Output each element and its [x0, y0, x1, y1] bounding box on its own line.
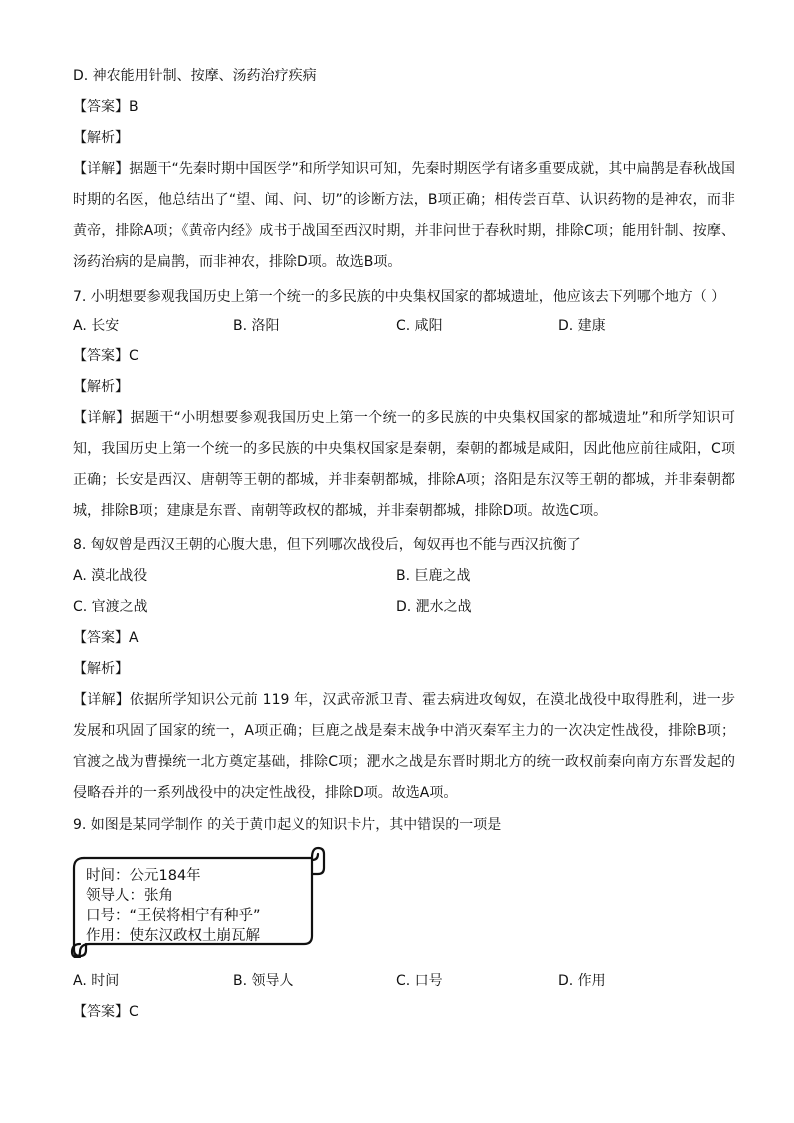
q7-detail: 【详解】据题干“小明想要参观我国历史上第一个统一的多民族的中央集权国家的都城遗址”和所学知识可知，我国历史上第一个统一的多民族的中央集权国家是秦朝，秦朝的都城是咸阳，因此他应前往咸阳，C项正确；长安是西汉、唐朝等王朝的都城，并非秦朝都城，排除A项；洛阳是东汉等王朝的都城，并非秦朝都城，排除B项；建康是东晋、南朝等政权的都城，并非秦朝都城，排除D项。故选C项。: [73, 410, 735, 519]
q7-option-a: A. 长安: [73, 318, 120, 334]
q6-answer: 【答案】B: [73, 99, 139, 115]
q8-option-b: B. 巨鹿之战: [396, 568, 471, 584]
q8-stem: 8. 匈奴曾是西汉王朝的心腹大患，但下列哪次战役后，匈奴再也不能与西汉抗衡了: [73, 537, 581, 553]
q6-analysis-label: 【解析】: [73, 130, 129, 146]
card-line-effect: 作用：使东汉政权土崩瓦解: [86, 928, 260, 944]
q8-option-a: A. 漠北战役: [73, 568, 148, 584]
q6-detail: 【详解】据题干“先秦时期中国医学”和所学知识可知，先秦时期医学有诸多重要成就，其中扁鹊是春秋战国时期的名医，他总结出了“望、闻、问、切”的诊断方法，B项正确；相传尝百草、认识药物的是神农，而非黄帝，排除A项；《黄帝内经》成书于战国至西汉时期，并非问世于春秋时期，排除C项；能用针制、按摩、汤药治病的是扁鹊，而非神农，排除D项。故选B项。: [73, 161, 735, 270]
q7-answer: 【答案】C: [73, 348, 139, 364]
q7-stem: 7. 小明想要参观我国历史上第一个统一的多民族的中央集权国家的都城遗址，他应该去下列哪个地方（ ）: [73, 289, 726, 305]
q9-answer: 【答案】C: [73, 1004, 139, 1020]
q9-option-a: A. 时间: [73, 973, 120, 989]
q6-option-d: D. 神农能用针制、按摩、汤药治疗疾病: [73, 68, 317, 84]
q7-analysis-label: 【解析】: [73, 379, 129, 395]
card-line-time: 时间：公元184年: [86, 868, 201, 884]
q7-option-b: B. 洛阳: [233, 318, 280, 334]
q8-detail: 【详解】依据所学知识公元前 119 年，汉武帝派卫青、霍去病进攻匈奴，在漠北战役中取得胜利，进一步发展和巩固了国家的统一，A项正确；巨鹿之战是秦末战争中消灭秦军主力的一次决定性战役，排除B项；官渡之战为曹操统一北方奠定基础，排除C项；淝水之战是东晋时期北方的统一政权前秦向南方东晋发起的侵略吞并的一系列战役中的决定性战役，排除D项。故选A项。: [73, 692, 735, 801]
q7-option-c: C. 咸阳: [396, 318, 443, 334]
card-line-leader: 领导人：张角: [86, 888, 173, 904]
q8-answer: 【答案】A: [73, 630, 139, 646]
q8-analysis-label: 【解析】: [73, 661, 129, 677]
q9-option-c: C. 口号: [396, 973, 443, 989]
q9-option-b: B. 领导人: [233, 973, 294, 989]
q7-option-d: D. 建康: [558, 318, 606, 334]
q9-option-d: D. 作用: [558, 973, 606, 989]
q8-option-d: D. 淝水之战: [396, 599, 472, 615]
card-line-slogan: 口号：“王侯将相宁有种乎”: [86, 908, 261, 924]
q8-option-c: C. 官渡之战: [73, 599, 148, 615]
q9-stem: 9. 如图是某同学制作 的关于黄巾起义的知识卡片，其中错误的一项是: [73, 817, 502, 833]
